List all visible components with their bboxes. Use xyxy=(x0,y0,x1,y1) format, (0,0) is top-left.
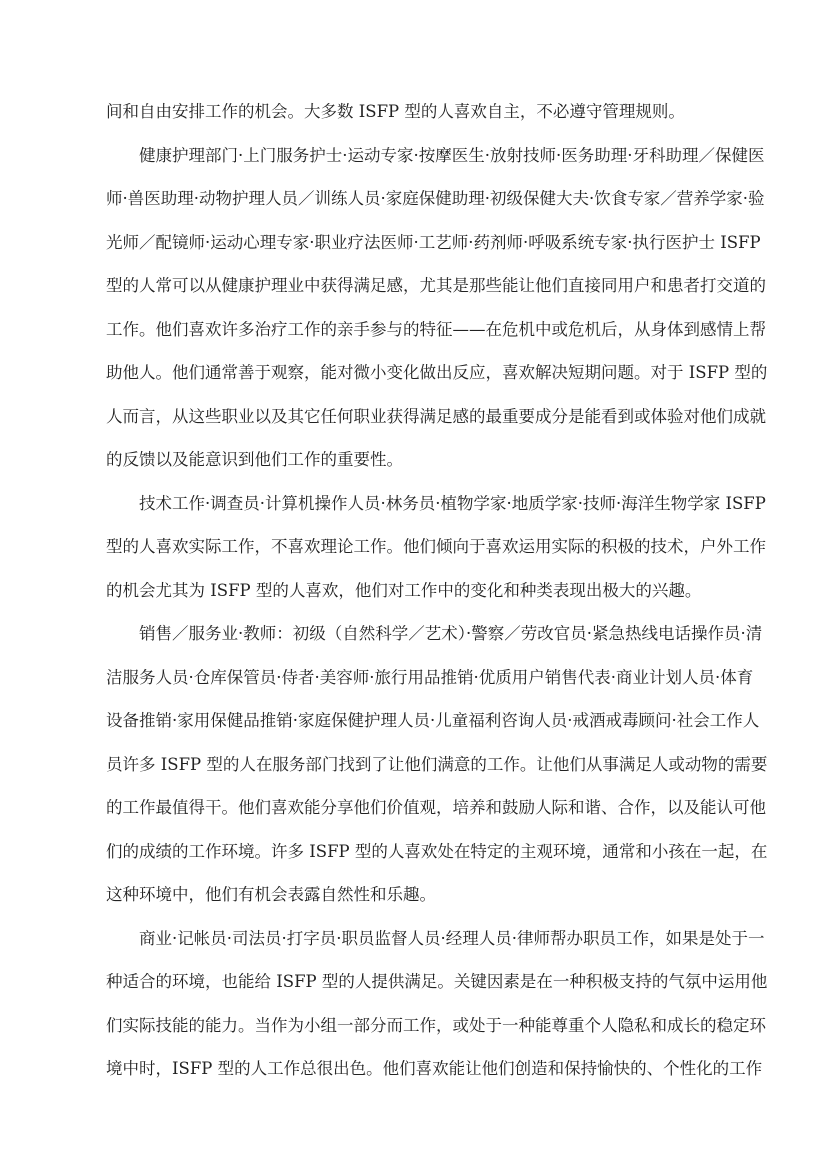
text-line: 人而言，从这些职业以及其它任何职业获得满足感的最重要成分是能看到或体验对他们成就 xyxy=(106,406,766,426)
text-line: 工作。他们喜欢许多治疗工作的亲手参与的特征——在危机中或危机后，从身体到感情上帮 xyxy=(106,319,766,339)
text-line: 的工作最值得干。他们喜欢能分享他们价值观，培养和鼓励人际和谐、合作，以及能认可他 xyxy=(106,798,766,817)
text-line: 洁服务人员·仓库保管员·侍者·美容师·旅行用品推销·优质用户销售代表·商业计划人员·体育 xyxy=(106,667,754,687)
text-line: 间和自由安排工作的机会。大多数 ISFP 型的人喜欢自主，不必遵守管理规则。 xyxy=(106,102,685,121)
text-line: 健康护理部门·上门服务护士·运动专家·按摩医生·放射技师·医务助理·牙科助理／保健医 xyxy=(139,145,765,165)
text-line: 种适合的环境，也能给 ISFP 型的人提供满足。关键因素是在一种积极支持的气氛中运用他 xyxy=(106,972,768,991)
text-line: 商业·记帐员·司法员·打字员·职员监督人员·经理人员·律师帮办职员工作，如果是处于一 xyxy=(139,928,765,948)
text-line: 境中时，ISFP 型的人工作总很出色。他们喜欢能让他们创造和保持愉快的、个性化的工作 xyxy=(106,1059,763,1078)
text-line: 光师／配镜师·运动心理专家·职业疗法医师·工艺师·药剂师·呼吸系统专家·执行医护士 ISFP xyxy=(106,232,761,252)
paragraph xyxy=(106,482,766,613)
paragraph xyxy=(106,90,748,134)
text-line: 型的人喜欢实际工作，不喜欢理论工作。他们倾向于喜欢运用实际的积极的技术，户外工作 xyxy=(106,537,766,556)
text-line: 师·兽医助理·动物护理人员／训练人员·家庭保健助理·初级保健大夫·饮食专家／营养学家·验 xyxy=(106,189,765,208)
paragraph xyxy=(106,134,768,482)
paragraph xyxy=(106,917,768,1091)
text-line: 助他人。他们通常善于观察，能对微小变化做出反应，喜欢解决短期问题。对于 ISFP 型的 xyxy=(106,363,768,382)
text-line: 这种环境中，他们有机会表露自然性和乐趣。 xyxy=(106,885,436,904)
text-line: 们实际技能的能力。当作为小组一部分而工作，或处于一种能尊重个人隐私和成长的稳定环 xyxy=(106,1015,766,1035)
text-line: 销售／服务业·教师：初级（自然科学／艺术）·警察／劳改官员·紧急热线电话操作员·清 xyxy=(139,624,763,643)
text-line: 的机会尤其为 ISFP 型的人喜欢，他们对工作中的变化和种类表现出极大的兴趣。 xyxy=(106,580,702,600)
document-body xyxy=(106,90,768,1091)
paragraph xyxy=(106,612,768,917)
text-line: 技术工作·调查员·计算机操作人员·林务员·植物学家·地质学家·技师·海洋生物学家 ISFP xyxy=(139,493,766,513)
text-line: 员许多 ISFP 型的人在服务部门找到了让他们满意的工作。让他们从事满足人或动物的需要 xyxy=(106,754,768,774)
text-line: 型的人常可以从健康护理业中获得满足感，尤其是那些能让他们直接同用户和患者打交道的 xyxy=(106,276,766,295)
text-line: 们的成绩的工作环境。许多 ISFP 型的人喜欢处在特定的主观环境，通常和小孩在一起，在 xyxy=(106,841,768,861)
text-line: 的反馈以及能意识到他们工作的重要性。 xyxy=(106,450,403,469)
text-line: 设备推销·家用保健品推销·家庭保健护理人员·儿童福利咨询人员·戒酒戒毒顾问·社会工作人 xyxy=(106,711,760,730)
